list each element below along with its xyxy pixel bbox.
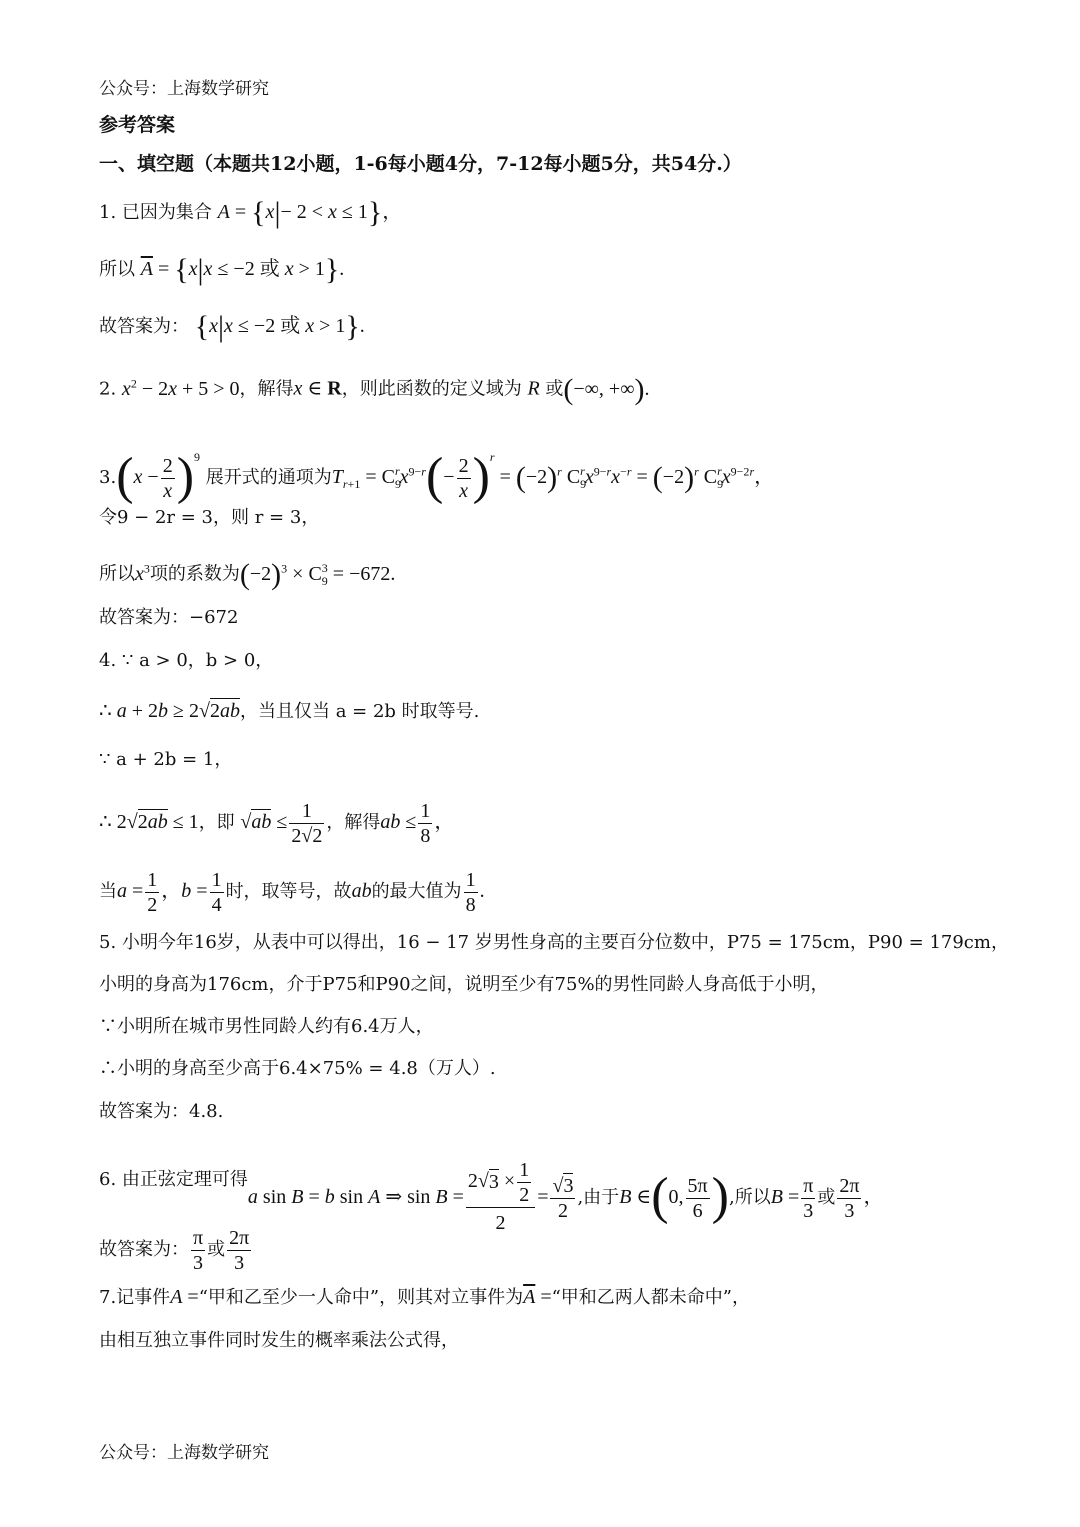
q4-line4 [99,795,454,850]
q7-text: “甲和乙两人都未命中”， [551,1287,750,1308]
q4-math: $\frac{1}{8}$ . [465,868,485,916]
q6-math: B ∈(0, $\frac{5\pi}{6}$ ) [619,1168,729,1225]
q3-line1 [99,430,774,511]
q5-line3: ∵小明所在城市男性同龄人约有6.4万人， [99,1016,434,1037]
q6-answer [99,1222,253,1277]
q5-line1: 5. 小明今年16岁，从表中可以得出，16 − 17 岁男性身高的主要百分位数中，P75 = 175cm，P90 = 179cm， [99,932,1009,953]
q2-number: 2. [99,378,117,400]
page-footer: 公众号：上海数学研究 [99,1443,269,1463]
q7-text: “甲和乙至少一人命中”，则其对立事件为 [198,1287,524,1308]
or-text: 或 [817,1187,836,1208]
q3-math: (x − $\frac{2}{x}$ )$^9$ [116,448,201,505]
q3-math: $T_{r+1} = C_9^rx^{9-r}(-$ $\frac{2}{x}$ )$^r = (-2)^r$ $C_9^rx^{9-r}x^{-r} = (-2)^r$ $C_9^rx^{9-2r}$， [331,448,775,505]
q4-text: ，即 [198,812,235,833]
page-header: 公众号：上海数学研究 [99,79,269,99]
q4-line5 [99,864,485,919]
answer-title: 参考答案 [99,114,176,136]
q3-line4: 故答案为：−672 [99,607,239,628]
q6-math: $\frac{\pi}{3}$ [193,1226,204,1274]
section-heading: 一、填空题（本题共12小题，1-6每小题4分，7-12每小题5分，共54分.） [99,153,742,175]
q1-text: 1. 已因为集合 [99,202,212,223]
q2-math: (−∞, +∞). [563,372,650,406]
q3-text: 展开式的通项为 [205,467,332,488]
q6-math: a sin B = b sin A ⇒ sin B = 2√3 × $\frac{1}{2}$ 2 = $\frac{√3}{2}$ [247,1159,574,1235]
q1-math: {x|x ≤ −2 或 x > 1}. [194,310,365,343]
q3-line2: 令9 − 2r = 3，则 r = 3， [99,507,320,528]
q3-line3 [99,555,395,594]
q4-math: ∴ a + 2b ≥ 2√2ab [99,700,240,722]
q4-line3: ∵ a + 2b = 1， [99,749,233,770]
q1-line1 [99,196,403,229]
q6-text: 故答案为： [99,1239,189,1260]
q7-line2: 由相互独立事件同时发生的概率乘法公式得， [99,1330,459,1351]
q3-number: 3. [99,467,117,488]
q3-text: 所以 [99,563,135,585]
q1-line3 [99,310,365,343]
q4-math: ab ≤ $\frac{1}{8}$ ， [380,799,455,847]
q6-text: ,由于 [577,1187,620,1208]
or-text: 或 [545,378,564,400]
q4-math: ∴ 2√2ab ≤ 1 [99,811,199,833]
q4-text: ，解得 [326,812,381,833]
q6-text: 6. 由正弦定理可得 [99,1169,248,1190]
q4-text: ，当且仅当 a = 2b 时取等号. [239,701,480,722]
q7-text: 7.记事件 [99,1287,171,1308]
q4-math: √ab ≤ $\frac{1}{2√2}$ [240,799,323,847]
q1-math: $\overline{A} = \{x|x \le -2$ 或 x > 1}. [140,253,345,286]
or-text: 或 [280,315,301,337]
q1-line2 [99,253,345,286]
q4-math: ab [351,880,372,902]
or-text: 或 [259,258,280,280]
q4-text: 时，取等号，故 [225,881,352,902]
q1-text: 故答案为： [99,316,189,337]
q2-math: R [527,377,540,400]
q1-text: 所以 [99,259,135,280]
q5-line4: ∴小明的身高至少高于6.4×75% = 4.8（万人）. [99,1058,496,1079]
q7-math: $\overline{A}$ = [523,1286,552,1308]
q4-text: 当 [99,881,117,902]
q2-text: ，解得 [239,378,294,400]
q4-math: a = $\frac{1}{2}$ ，b = $\frac{1}{4}$ [117,868,222,916]
q4-line1: 4. ∵ a > 0，b > 0， [99,650,274,671]
q1-math: A = {x|− 2 < x ≤ 1}， [217,196,403,229]
q6-math: $\frac{2\pi}{3}$ ， [839,1174,884,1222]
q7-math: A = [170,1286,199,1308]
q2-text: ，则此函数的定义域为 [341,378,522,400]
q6-text: ,所以 [728,1187,771,1208]
q6-math: B = $\frac{\pi}{3}$ [770,1174,814,1222]
q3-text: 项的系数为 [149,563,240,585]
q2-math: $x^2 - 2x + 5 > 0$ [121,376,240,400]
q2-line [99,370,650,406]
q3-math: $(-2)^3 \times C_9^3 = -672$. [239,557,396,591]
q4-line2 [99,698,479,725]
or-text: 或 [207,1239,226,1260]
q5-line5: 故答案为：4.8. [99,1101,224,1122]
q5-line2: 小明的身高为176cm，介于P75和P90之间，说明至少有75%的男性同龄人身高低于小明， [99,974,829,995]
q6-math: $\frac{2\pi}{3}$ [229,1226,250,1274]
q2-math: x ∈ R [293,377,342,400]
q7-line1 [99,1284,750,1311]
q3-math: $x^3$ [135,561,150,585]
q4-text: 的最大值为 [371,881,462,902]
